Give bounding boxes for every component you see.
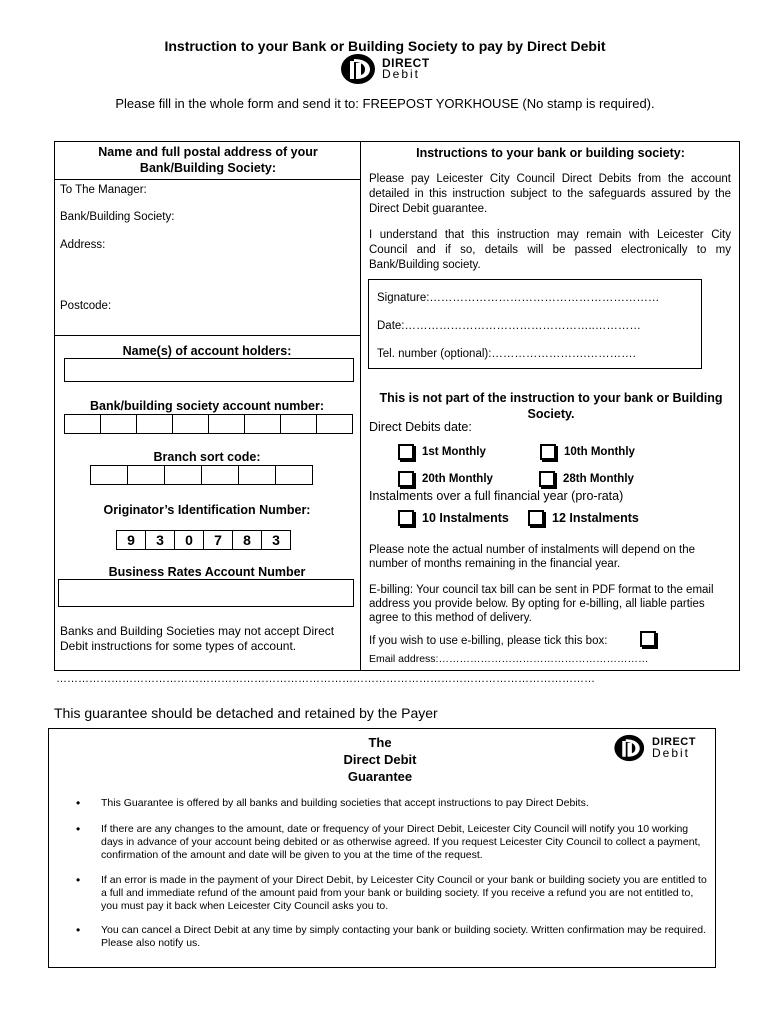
sort-digit-box[interactable] xyxy=(90,465,128,485)
guarantee-bullet: If an error is made in the payment of your Direct Debit, by Leicester City Council or your bank or building society you are entitled to a full and immediate refund of the amount paid from your bank or building society. If you receive a refund you are not entitled to, you must pay it back when Leicester City Council asks you to. xyxy=(101,874,707,912)
account-digit-box[interactable] xyxy=(208,414,245,434)
banks-note: Banks and Building Societies may not accept Direct Debit instructions for some types of account. xyxy=(60,624,335,653)
guarantee-title xyxy=(300,734,460,785)
bullet-icon: • xyxy=(76,923,81,937)
bullet-icon: • xyxy=(76,822,81,836)
option-label: 12 Instalments xyxy=(552,511,639,525)
option-label: 1st Monthly xyxy=(422,446,486,458)
direct-debit-logo xyxy=(612,734,696,762)
guarantee-title-line: Direct Debit xyxy=(343,752,417,767)
account-number-heading: Bank/building society account number: xyxy=(89,399,325,413)
logo-line1: DIRECT xyxy=(652,736,696,748)
account-digit-box[interactable] xyxy=(280,414,317,434)
oin-digit: 0 xyxy=(174,530,204,550)
sort-digit-box[interactable] xyxy=(127,465,165,485)
detach-note: This guarantee should be detached and retained by the Payer xyxy=(54,705,438,721)
sort-code-heading: Branch sort code: xyxy=(153,450,261,464)
checkbox[interactable] xyxy=(528,510,544,526)
sort-digit-box[interactable] xyxy=(238,465,276,485)
guarantee-bullet: You can cancel a Direct Debit at any time by simply contacting your bank or building society. Written confirmation may be required. Please also notify us. xyxy=(101,924,707,949)
postcode-label: Postcode: xyxy=(60,300,112,312)
form-title: Instruction to your Bank or Building Society to pay by Direct Debit xyxy=(164,38,606,54)
checkbox[interactable] xyxy=(398,444,414,460)
bullet-icon: • xyxy=(76,873,81,887)
instructions-para-2: I understand that this instruction may remain with Leicester City Council and if so, details will be passed electronically to my Bank/Building society. xyxy=(369,229,731,271)
account-digit-box[interactable] xyxy=(136,414,173,434)
guarantee-title-line: Guarantee xyxy=(347,769,413,784)
sort-digit-box[interactable] xyxy=(201,465,239,485)
account-digit-box[interactable] xyxy=(64,414,101,434)
oin-digit: 3 xyxy=(261,530,291,550)
account-digit-box[interactable] xyxy=(244,414,281,434)
oin-heading: Originator’s Identification Number: xyxy=(103,503,311,517)
checkbox[interactable] xyxy=(540,444,556,460)
account-digit-box[interactable] xyxy=(100,414,137,434)
instructions-heading: Instructions to your bank or building society: xyxy=(416,146,685,160)
dd-date-label: Direct Debits date: xyxy=(369,420,472,434)
signature-field[interactable]: Signature:…………………………………………………… xyxy=(377,292,660,304)
checkbox[interactable] xyxy=(398,471,414,487)
divider xyxy=(54,179,360,180)
ebilling-tick-label: If you wish to use e-billing, please tick this box: xyxy=(369,635,608,647)
not-part-heading: This is not part of the instruction to your bank or Building Society. xyxy=(379,391,723,421)
account-holders-field[interactable] xyxy=(64,358,354,382)
instructions-para-1: Please pay Leicester City Council Direct Debits from the account detailed in this instruction subject to the safeguards assured by the Direct Debit guarantee. xyxy=(369,173,731,215)
logo-line2: Debit xyxy=(382,67,421,81)
option-20th-monthly[interactable] xyxy=(398,471,493,487)
to-manager-label: To The Manager: xyxy=(60,184,147,196)
form-subtitle: Please fill in the whole form and send it to: FREEPOST YORKHOUSE (No stamp is required). xyxy=(115,96,655,111)
account-number-field[interactable] xyxy=(64,414,352,434)
oin-digit: 7 xyxy=(203,530,233,550)
instalments-note: Please note the actual number of instalments will depend on the number of months remaining in the financial year. xyxy=(369,544,696,570)
address-label: Address: xyxy=(60,239,106,251)
oin-digit: 3 xyxy=(145,530,175,550)
option-1st-monthly[interactable] xyxy=(398,444,486,460)
direct-debit-logo-icon xyxy=(612,734,650,762)
sort-code-field[interactable] xyxy=(90,465,312,485)
detach-line: ………………………………………………………………………………………………………………………………… xyxy=(56,673,595,685)
sort-digit-box[interactable] xyxy=(164,465,202,485)
bank-label: Bank/Building Society: xyxy=(60,211,175,223)
logo-line2: Debit xyxy=(652,746,691,760)
divider xyxy=(54,335,360,336)
email-field[interactable]: Email address:…………………………………………………… xyxy=(369,653,649,665)
account-digit-box[interactable] xyxy=(316,414,353,434)
rates-account-heading: Business Rates Account Number xyxy=(108,565,306,579)
account-holders-heading: Name(s) of account holders: xyxy=(122,344,292,358)
oin-digit: 8 xyxy=(232,530,262,550)
direct-debit-logo xyxy=(340,53,430,85)
bullet-icon: • xyxy=(76,796,81,810)
option-label: 10 Instalments xyxy=(422,511,509,525)
instalments-label: Instalments over a full financial year (pro-rata) xyxy=(369,489,624,503)
direct-debit-logo-icon xyxy=(340,53,380,85)
oin-digit: 9 xyxy=(116,530,146,550)
ebilling-note: E-billing: Your council tax bill can be sent in PDF format to the email address you provide below. By opting for e-billing, all liable parties agree to this method of delivery. xyxy=(369,584,714,624)
ebilling-checkbox[interactable] xyxy=(640,631,656,647)
bank-address-heading: Name and full postal address of your Bank/Building Society: xyxy=(98,145,318,175)
option-label: 28th Monthly xyxy=(563,473,634,485)
rates-account-field[interactable] xyxy=(58,579,354,607)
option-label: 20th Monthly xyxy=(422,473,493,485)
logo-line1: DIRECT xyxy=(382,56,430,70)
guarantee-title-line: The xyxy=(368,735,392,750)
option-28th-monthly[interactable] xyxy=(539,471,634,487)
option-10th-monthly[interactable] xyxy=(540,444,635,460)
column-divider xyxy=(360,141,361,671)
option-10-instalments[interactable] xyxy=(398,510,509,526)
guarantee-bullet: This Guarantee is offered by all banks and building societies that accept instructions to pay Direct Debits. xyxy=(101,797,589,809)
sort-digit-box[interactable] xyxy=(275,465,313,485)
guarantee-bullet: If there are any changes to the amount, date or frequency of your Direct Debit, Leicester City Council will notify you 10 working days in advance of your account being debited or as otherwise agreed. If you request Leicester City Council to collect a payment, confirmation of the amount and date will be given to you at the time of the request. xyxy=(101,823,701,861)
account-digit-box[interactable] xyxy=(172,414,209,434)
date-field[interactable]: Date:…………………………………………..………… xyxy=(377,320,641,332)
option-12-instalments[interactable] xyxy=(528,510,639,526)
option-label: 10th Monthly xyxy=(564,446,635,458)
oin-digits xyxy=(116,530,290,550)
checkbox[interactable] xyxy=(539,471,555,487)
checkbox[interactable] xyxy=(398,510,414,526)
telephone-field[interactable]: Tel. number (optional):…………………….…………. xyxy=(377,348,636,360)
